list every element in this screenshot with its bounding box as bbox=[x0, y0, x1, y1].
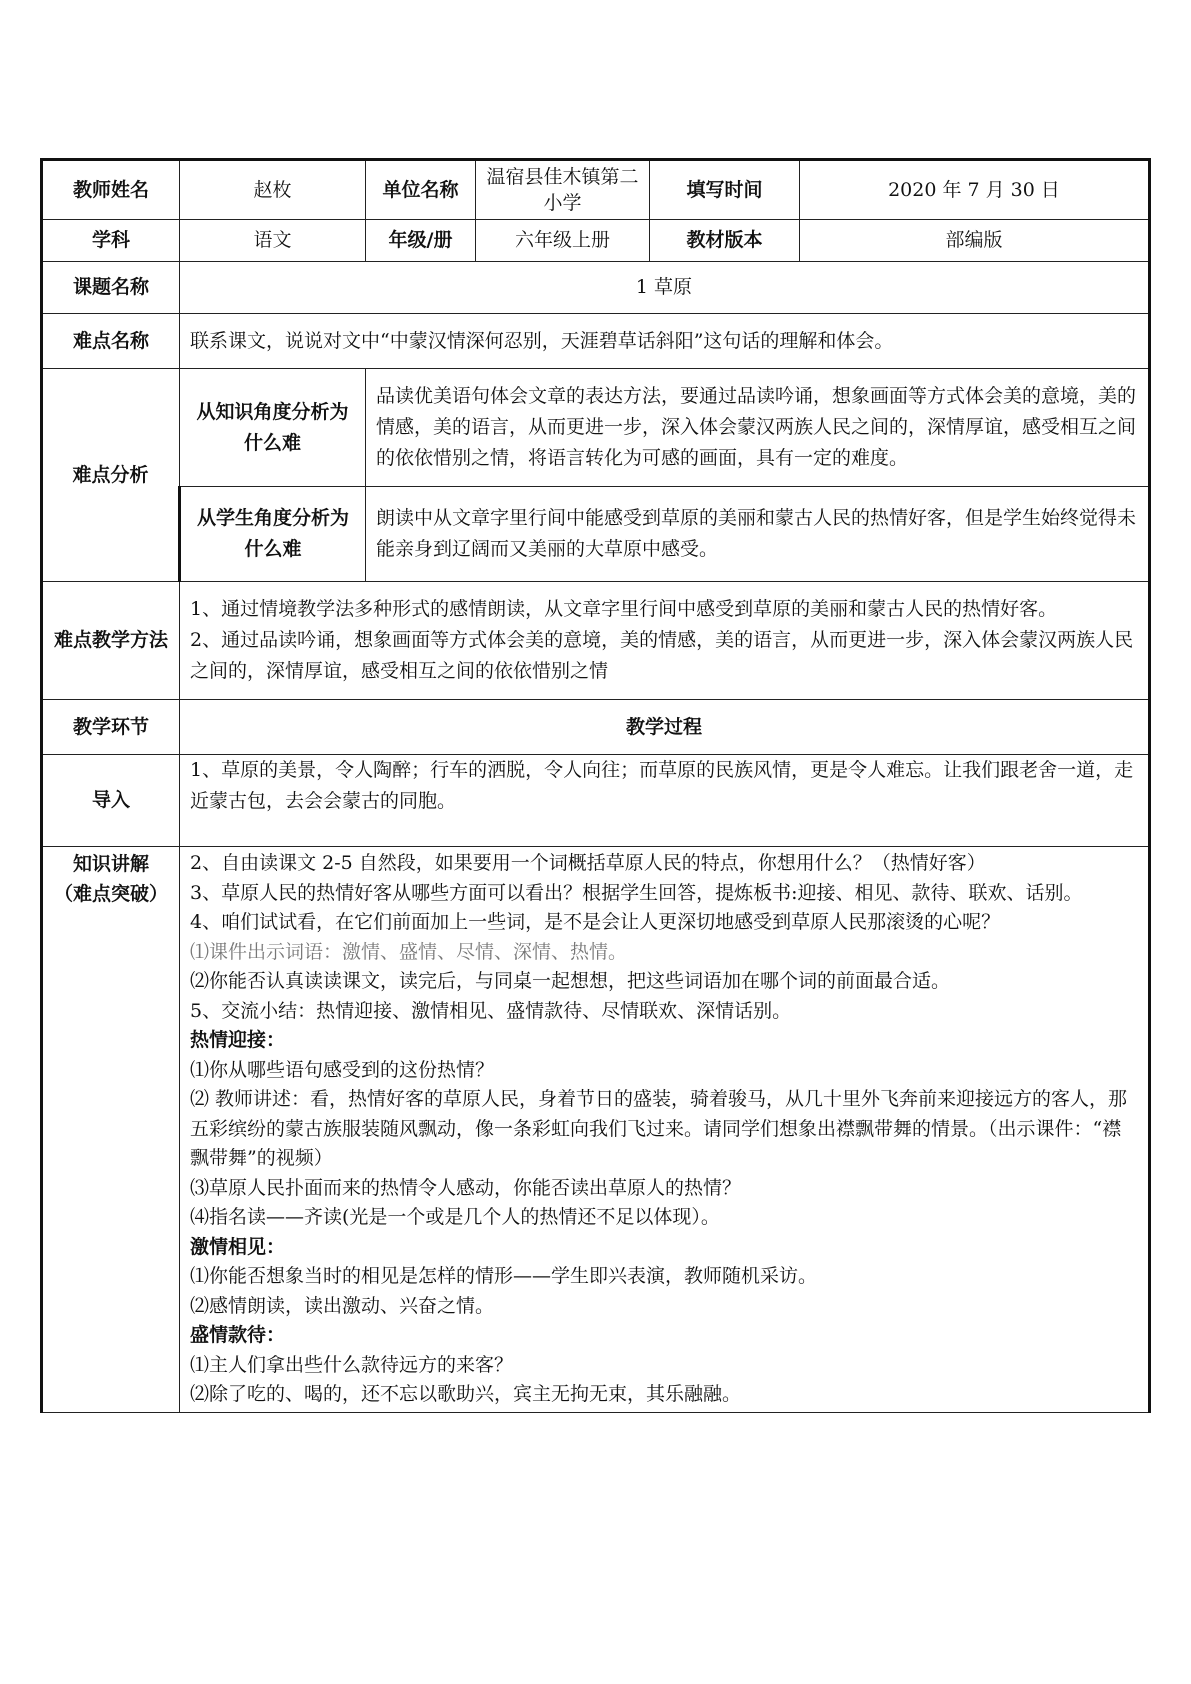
student-angle-text: 朗读中从文章字里行间中能感受到草原的美丽和蒙古人民的热情好客，但是学生始终觉得未能亲身到辽阔而又美丽的大草原中感受。 bbox=[366, 487, 1150, 582]
knowledge-row bbox=[42, 847, 1150, 1413]
method-line: 1、通过情境教学法多种形式的感情朗读，从文章字里行间中感受到草原的美丽和蒙古人民的热情好客。 bbox=[190, 598, 1058, 620]
knowledge-line: ⑴课件出示词语：激情、盛情、尽情、深情、热情。 bbox=[190, 940, 628, 963]
analysis-row-student bbox=[42, 487, 1150, 582]
knowledge-line: 5、交流小结：热情迎接、激情相见、盛情款待、尽情联欢、深情话别。 bbox=[190, 999, 792, 1022]
date-label: 填写时间 bbox=[650, 160, 800, 220]
knowledge-line: ⑴你能否想象当时的相见是怎样的情形——学生即兴表演，教师随机采访。 bbox=[190, 1265, 818, 1287]
analysis-row-knowledge bbox=[42, 369, 1150, 487]
knowledge-line: ⑵你能否认真读读课文，读完后，与同桌一起想想，把这些词语加在哪个词的前面最合适。 bbox=[190, 970, 951, 992]
knowledge-line: ⑵ 教师讲述：看，热情好客的草原人民，身着节日的盛装，骑着骏马，从几十里外飞奔前来迎接远方的客人，那五彩缤纷的蒙古族服装随风飘动，像一条彩虹向我们飞过来。请同学们想象出襟飘带舞的情景。（出示课件：“襟飘带舞”的视频） bbox=[190, 1088, 1128, 1169]
teacher-label: 教师姓名 bbox=[42, 160, 180, 220]
knowledge-content bbox=[180, 847, 1150, 1413]
process-header-row bbox=[42, 700, 1150, 755]
knowledge-line: 4、咱们试试看，在它们前面加上一些词，是不是会让人更深切地感受到草原人民那滚烫的心呢？ bbox=[190, 911, 1001, 933]
knowledge-label-line2: （难点突破） bbox=[53, 883, 168, 905]
analysis-label: 难点分析 bbox=[42, 369, 180, 582]
intro-text: 1、草原的美景，令人陶醉；行车的洒脱，令人向往；而草原的民族风情，更是令人难忘。让我们跟老舍一道，走近蒙古包，去会会蒙古的同胞。 bbox=[180, 755, 1150, 847]
knowledge-line: ⑵感情朗读，读出激动、兴奋之情。 bbox=[190, 1294, 495, 1317]
edition-value: 部编版 bbox=[800, 220, 1150, 262]
unit-label: 单位名称 bbox=[366, 160, 476, 220]
method-line: 2、通过品读吟诵，想象画面等方式体会美的意境，美的情感，美的语言，从而更进一步，深入体会蒙汉两族人民之间的，深情厚谊，感受相互之间的依依惜别之情 bbox=[190, 629, 1134, 682]
topic-label: 课题名称 bbox=[42, 262, 180, 314]
intro-label: 导入 bbox=[42, 755, 180, 847]
process-header-label: 教学过程 bbox=[180, 700, 1150, 755]
stage-header-label: 教学环节 bbox=[42, 700, 180, 755]
knowledge-line: ⑵除了吃的、喝的，还不忘以歌助兴，宾主无拘无束，其乐融融。 bbox=[190, 1383, 742, 1405]
subject-value: 语文 bbox=[180, 220, 366, 262]
header-row-2 bbox=[42, 220, 1150, 262]
method-text bbox=[180, 582, 1150, 700]
section-heading: 激情相见： bbox=[190, 1235, 286, 1258]
topic-row bbox=[42, 262, 1150, 314]
topic-value: 1 草原 bbox=[180, 262, 1150, 314]
knowledge-line: 2、自由读课文 2-5 自然段，如果要用一个词概括草原人民的特点，你想用什么？（热情好客） bbox=[190, 852, 986, 874]
knowledge-line: ⑶草原人民扑面而来的热情令人感动，你能否读出草原人的热情？ bbox=[190, 1176, 742, 1199]
knowledge-line: 3、草原人民的热情好客从哪些方面可以看出？根据学生回答，提炼板书:迎接、相见、款待、联欢、话别。 bbox=[190, 881, 1083, 904]
grade-label: 年级/册 bbox=[366, 220, 476, 262]
section-heading: 盛情款待： bbox=[190, 1324, 286, 1346]
date-value: 2020 年 7 月 30 日 bbox=[800, 160, 1150, 220]
knowledge-lines bbox=[190, 849, 1138, 1410]
method-row bbox=[42, 582, 1150, 700]
edition-label: 教材版本 bbox=[650, 220, 800, 262]
knowledge-label-line1: 知识讲解 bbox=[72, 853, 149, 875]
knowledge-angle-label: 从知识角度分析为什么难 bbox=[180, 369, 366, 487]
grade-value: 六年级上册 bbox=[476, 220, 650, 262]
lesson-plan-table bbox=[40, 158, 1151, 1413]
knowledge-line: ⑷指名读——齐读(光是一个或是几个人的热情还不足以体现）。 bbox=[190, 1206, 720, 1228]
subject-label: 学科 bbox=[42, 220, 180, 262]
teacher-value: 赵枚 bbox=[180, 160, 366, 220]
knowledge-label bbox=[42, 847, 180, 1413]
knowledge-line: ⑴你从哪些语句感受到的这份热情？ bbox=[190, 1058, 495, 1081]
section-heading: 热情迎接： bbox=[190, 1029, 286, 1051]
intro-row bbox=[42, 755, 1150, 847]
header-row-1 bbox=[42, 160, 1150, 220]
student-angle-label: 从学生角度分析为什么难 bbox=[180, 487, 366, 582]
unit-value: 温宿县佳木镇第二小学 bbox=[476, 160, 650, 220]
difficulty-label: 难点名称 bbox=[42, 314, 180, 369]
difficulty-row bbox=[42, 314, 1150, 369]
difficulty-value: 联系课文，说说对文中“中蒙汉情深何忍别，天涯碧草话斜阳”这句话的理解和体会。 bbox=[180, 314, 1150, 369]
method-label: 难点教学方法 bbox=[42, 582, 180, 700]
knowledge-line: ⑴主人们拿出些什么款待远方的来客？ bbox=[190, 1353, 514, 1376]
knowledge-angle-text: 品读优美语句体会文章的表达方法，要通过品读吟诵，想象画面等方式体会美的意境，美的情感，美的语言，从而更进一步，深入体会蒙汉两族人民之间的，深情厚谊，感受相互之间的依依惜别之情，将语言转化为可感的画面，具有一定的难度。 bbox=[366, 369, 1150, 487]
